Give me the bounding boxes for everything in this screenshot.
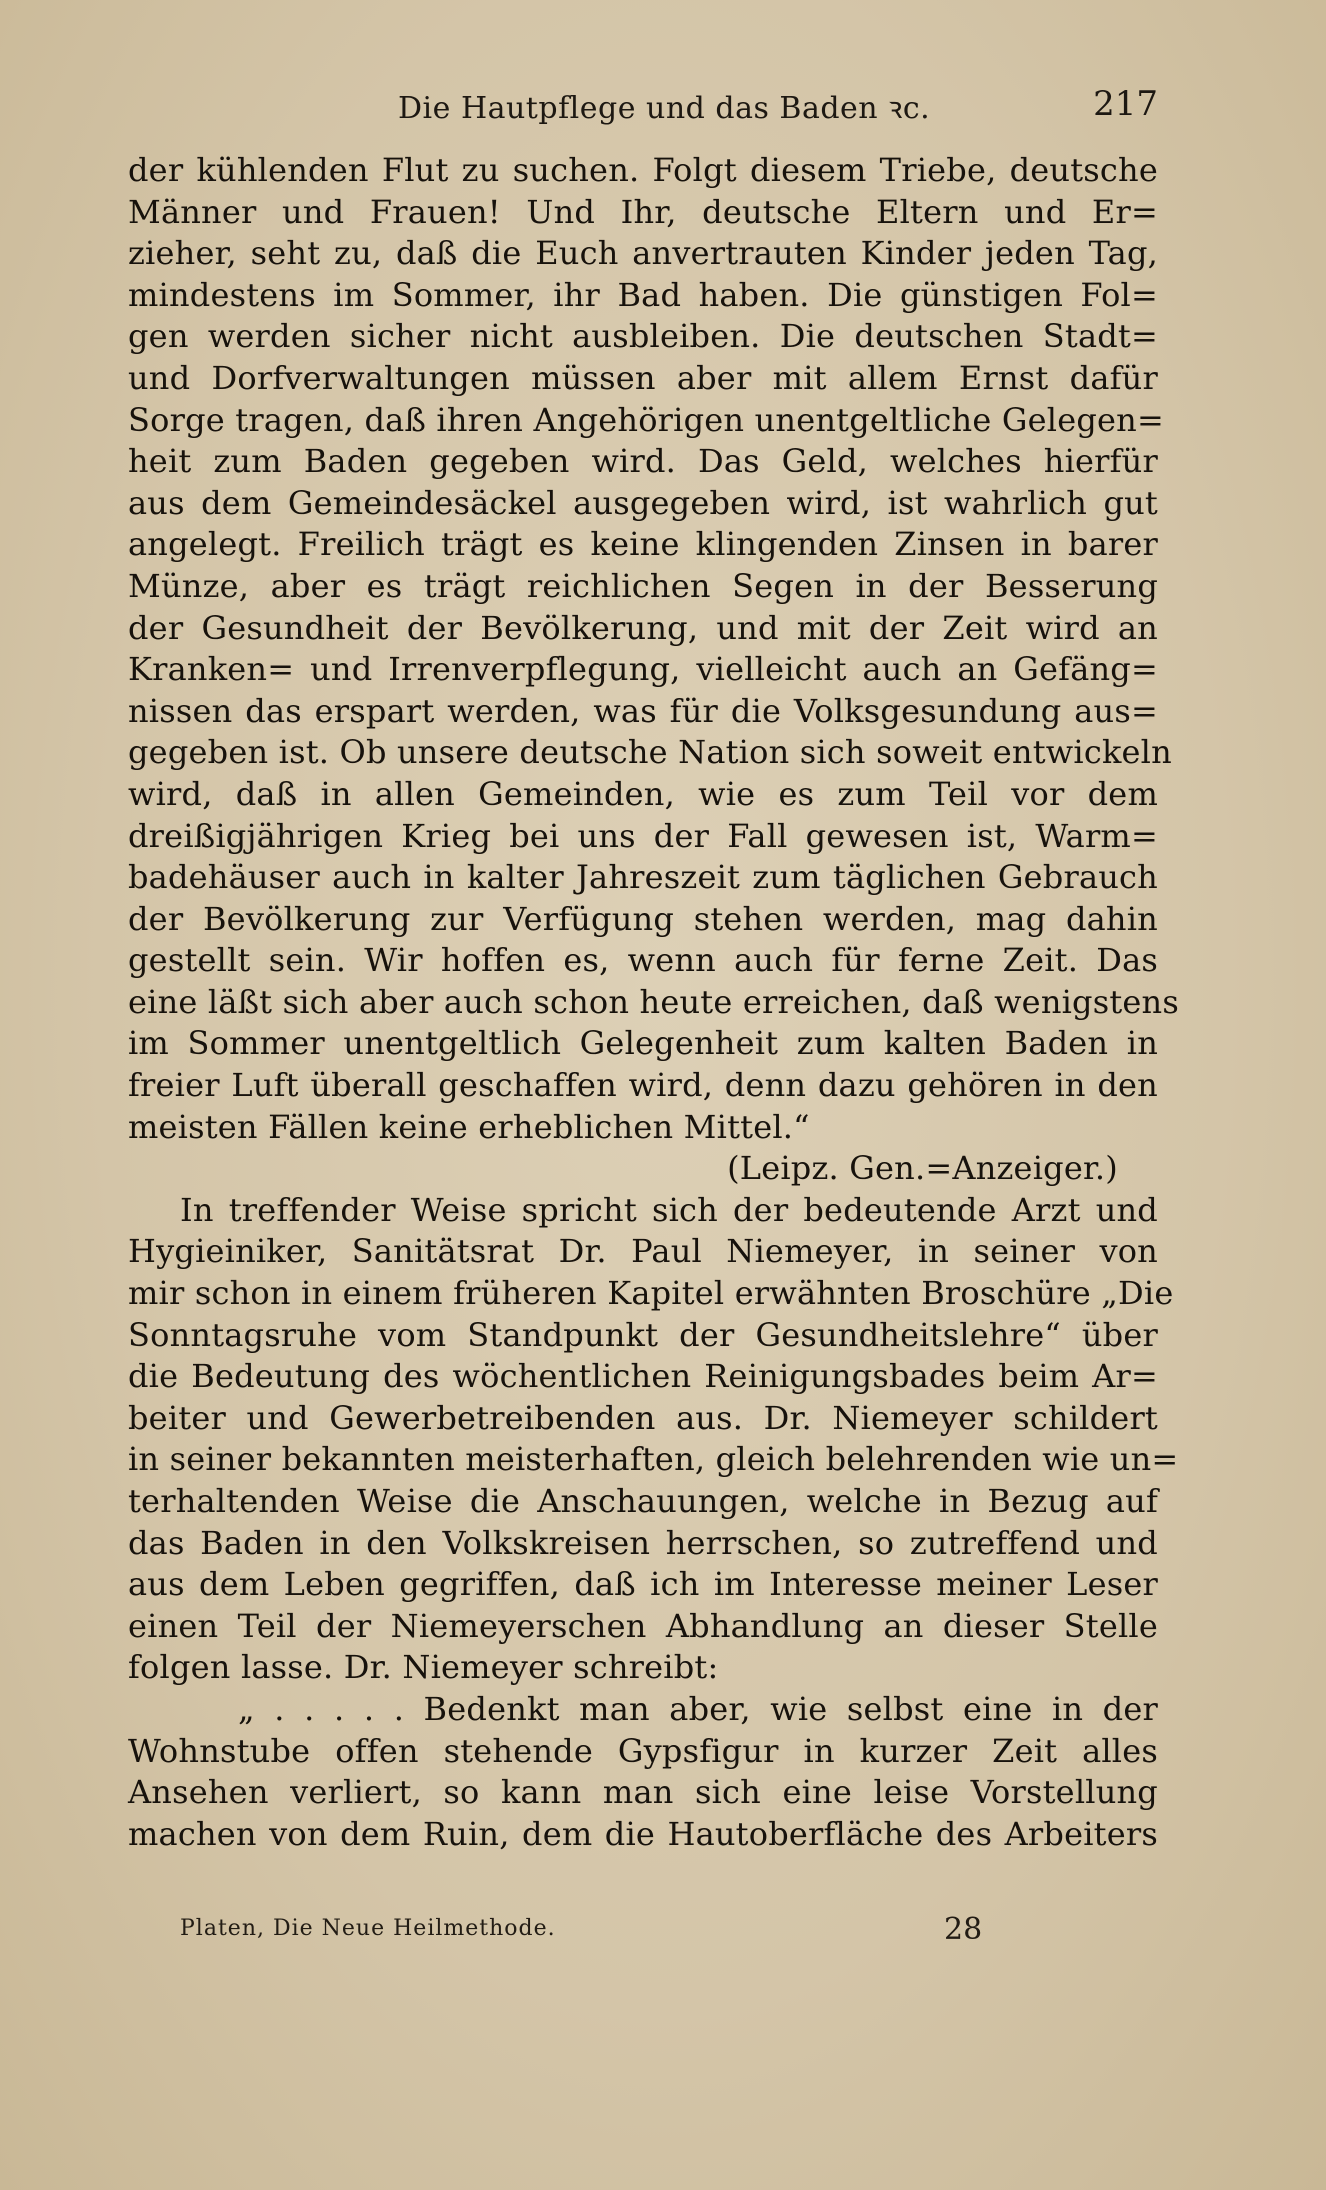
- text-line: meisten Fällen keine erheblichen Mittel.“: [128, 1107, 810, 1146]
- text-line: Sorge tragen, daß ihren Angehörigen unentgeltliche Gelegen=: [128, 400, 1164, 439]
- text-line: dreißigjährigen Krieg bei uns der Fall gewesen ist, Warm=: [128, 816, 1158, 855]
- text-line: folgen lasse. Dr. Niemeyer schreibt:: [128, 1648, 719, 1687]
- text-line: Kranken= und Irrenverpflegung, vielleicht auch an Gefäng=: [128, 650, 1158, 689]
- text-line: die Bedeutung des wöchentlichen Reinigungsbades beim Ar=: [128, 1357, 1158, 1396]
- text-line: gestellt sein. Wir hoffen es, wenn auch für ferne Zeit. Das: [128, 941, 1158, 980]
- signature-mark: Platen, Die Neue Heilmethode.: [180, 1916, 556, 1941]
- text-line: der Gesundheit der Bevölkerung, und mit der Zeit wird an: [128, 608, 1158, 647]
- text-line: terhaltenden Weise die Anschauungen, welche in Bezug auf: [128, 1482, 1158, 1520]
- text-line: nissen das erspart werden, was für die Volksgesundung aus=: [128, 691, 1158, 730]
- page-number: 217: [1093, 84, 1158, 124]
- sheet-number: 28: [944, 1912, 983, 1947]
- text-line: der kühlenden Flut zu suchen. Folgt diesem Triebe, deutsche: [128, 151, 1158, 189]
- text-line: in seiner bekannten meisterhaften, gleich belehrenden wie un=: [128, 1440, 1179, 1479]
- text-line: mindestens im Sommer, ihr Bad haben. Die günstigen Fol=: [128, 275, 1158, 314]
- text-line: badehäuser auch in kalter Jahreszeit zum täglichen Gebrauch: [128, 858, 1158, 897]
- text-line: freier Luft überall geschaffen wird, denn dazu gehören in den: [128, 1066, 1158, 1105]
- text-line: machen von dem Ruin, dem die Hautoberfläche des Arbeiters: [128, 1814, 1158, 1853]
- page-header: [128, 80, 1158, 136]
- text-line: heit zum Baden gegeben wird. Das Geld, welches hierfür: [128, 442, 1158, 481]
- text-line: und Dorfverwaltungen müssen aber mit allem Ernst dafür: [128, 358, 1158, 397]
- text-line: das Baden in den Volkskreisen herrschen, so zutreffend und: [128, 1523, 1158, 1562]
- citation: (Leipz. Gen.=Anzeiger.): [727, 1149, 1118, 1188]
- text-line: im Sommer unentgeltlich Gelegenheit zum kalten Baden in: [128, 1024, 1158, 1063]
- text-line: Männer und Frauen! Und Ihr, deutsche Eltern und Er=: [128, 192, 1158, 231]
- text-line: der Bevölkerung zur Verfügung stehen werden, mag dahin: [128, 899, 1158, 938]
- page-footer: [180, 1912, 1000, 1952]
- text-line: Münze, aber es trägt reichlichen Segen in der Besserung: [128, 566, 1158, 605]
- text-line: gegeben ist. Ob unsere deutsche Nation sich soweit entwickeln: [128, 733, 1172, 772]
- running-head: Die Hautpflege und das Baden ꝛc.: [398, 91, 931, 126]
- text-line: zieher, seht zu, daß die Euch anvertrauten Kinder jeden Tag,: [128, 234, 1158, 273]
- text-line: Ansehen verliert, so kann man sich eine leise Vorstellung: [128, 1773, 1158, 1812]
- text-line: angelegt. Freilich trägt es keine klingenden Zinsen in barer: [128, 525, 1158, 564]
- text-line: gen werden sicher nicht ausbleiben. Die deutschen Stadt=: [128, 317, 1158, 356]
- body-text: [128, 150, 1179, 1855]
- text-line: Wohnstube offen stehende Gypsfigur in kurzer Zeit alles: [128, 1731, 1158, 1770]
- text-line: aus dem Leben gegriffen, daß ich im Interesse meiner Leser: [128, 1565, 1158, 1604]
- text-line: aus dem Gemeindesäckel ausgegeben wird, ist wahrlich gut: [128, 483, 1158, 522]
- text-line: beiter und Gewerbetreibenden aus. Dr. Niemeyer schildert: [128, 1398, 1158, 1437]
- text-line: mir schon in einem früheren Kapitel erwähnten Broschüre „Die: [128, 1274, 1174, 1313]
- quote-line: „ . . . . . Bedenkt man aber, wie selbst eine in der: [238, 1689, 1158, 1728]
- text-line: eine läßt sich aber auch schon heute erreichen, daß wenigstens: [128, 982, 1179, 1021]
- text-line: Hygieiniker, Sanitätsrat Dr. Paul Niemeyer, in seiner von: [128, 1232, 1158, 1271]
- text-line: In treffender Weise spricht sich der bedeutende Arzt und: [180, 1190, 1158, 1229]
- text-line: Sonntagsruhe vom Standpunkt der Gesundheitslehre“ über: [128, 1315, 1158, 1354]
- text-line: einen Teil der Niemeyerschen Abhandlung an dieser Stelle: [128, 1606, 1158, 1645]
- text-line: wird, daß in allen Gemeinden, wie es zum Teil vor dem: [128, 774, 1158, 813]
